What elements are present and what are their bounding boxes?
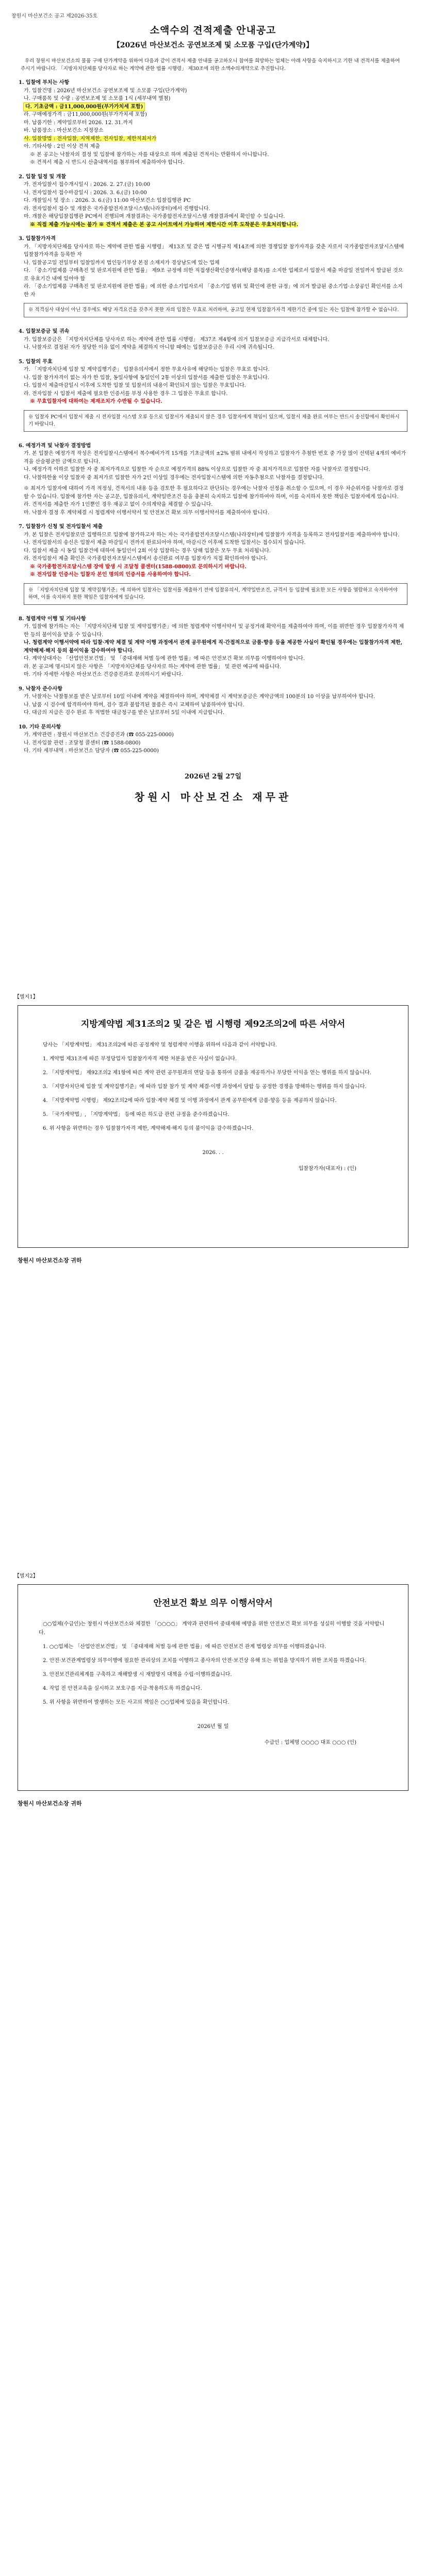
form-paragraph: 당사는 「지방계약법」 제31조의2에 따른 공정계약 및 청렴계약 이행을 위하여 다음과 같이 서약합니다. [43, 1042, 277, 1048]
list-item: 라. 전자입찰서 접수 및 개찰은 국가종합전자조달시스템(나라장터)에서 진행합니다. [24, 206, 210, 212]
submission-highlight-note: ※ 직접 제출 가능시에는 불가 ※ 견적서 제출은 본 공고 사이트에서 가능하며 제한시간 이후 도착분은 무효처리합니다. [30, 222, 299, 228]
list-item: 바. 납품장소 : 마산보건소 지정장소 [24, 128, 104, 133]
notice-box: ※ 적격심사 대상이 아닌 경우에도 해당 자격요건을 갖추지 못한 자의 입찰은 무효로 처리하며, 공고일 현재 입찰참가자격 제한기간 중에 있는 자는 입찰에 참가할 수 없습니다. [24, 303, 407, 317]
list-item: 마. 납품기한 : 계약일로부터 2026. 12. 31.까지 [24, 120, 133, 126]
list-item: 가. 입찰에 참가하는 자는 「지방자치단체 입찰 및 계약집행기준」에 의한 청렴계약 이행서약서 및 공정거래 확약서를 제출하여야 하며, 이를 위반한 경우 입찰참가자격 제한 등의 불이익을 받을 수 있습니다. [24, 624, 404, 638]
list-item: 나. 납품 시 검수에 합격하여야 하며, 검수 결과 불합격된 물품은 즉시 교체하여 납품하여야 합니다. [24, 702, 244, 708]
list-item: 가. 「지방자치단체 입찰 및 계약집행기준」 입찰유의서에서 정한 무효사유에 해당하는 입찰은 무효로 합니다. [24, 367, 270, 372]
form-date: 2026년 월 일 [197, 1723, 229, 1730]
list-item: 가. 낙찰자는 낙찰통보를 받은 날로부터 10일 이내에 계약을 체결하여야 하며, 계약체결 시 계약보증금은 계약금액의 100분의 10 이상을 납부하여야 합니다. [24, 694, 375, 700]
form-paragraph: 3. 안전보건관리체계를 구축하고 재해발생 시 재발방지 대책을 수립·이행하겠습니다. [43, 1671, 232, 1677]
list-item: 아. 기타사항 : 2인 이상 견적 제출 [24, 144, 100, 149]
notice-box: ※ 「지방자치단체 입찰 및 계약집행기준」에 의하여 입찰자는 입찰서를 제출하기 전에 입찰유의서, 계약일반조건, 규격서 등 입찰에 필요한 모든 사항을 열람하고 숙지하여야 하며, 이를 숙지하지 못한 책임은 입찰자에게 있습니다. [24, 583, 407, 605]
list-item: 가. 전자입찰서 접수개시일시 : 2026. 2. 27.(금) 10:00 [24, 182, 151, 188]
section-heading: 5. 입찰의 무효 [19, 359, 53, 365]
document-subtitle: 【2026년 마산보건소 공연보조제 및 소모품 구입(단가계약)】 [112, 41, 314, 49]
section-3 [0, 229, 426, 317]
form-signature: 입찰참가자(대표자) : (인) [298, 1165, 356, 1172]
annex-tag: 【별지1】 [14, 994, 38, 1000]
list-item: 라. 전자입찰 시 입찰서 제출에 필요한 인증서를 부정 사용한 경우 그 입찰은 무효로 합니다. [24, 391, 228, 397]
list-item: 가. 「지방자치단체를 당사자로 하는 계약에 관한 법률 시행령」 제13조 및 같은 법 시행규칙 제14조에 의한 경쟁입찰 참가자격을 갖춘 자로서 국가종합전자조달시스템에 입찰참가자격을 등록한 자 [24, 244, 404, 258]
list-item: 다. 입찰서 제출마감일시 이후에 도착한 입찰 및 입찰서의 내용이 확인되지 않는 입찰은 무효입니다. [24, 383, 246, 388]
pledge-form [18, 1005, 408, 1248]
form-paragraph: 2. 「지방계약법」 제92조의2 제1항에 따른 계약 관련 공무원과의 면담 등을 통하여 금품을 제공하거나 부당한 이익을 얻는 행위를 하지 않습니다. [43, 1070, 372, 1076]
list-item: 다. 계약상대자는 「산업안전보건법」 및 「중대재해 처벌 등에 관한 법률」에 따른 안전보건 확보 의무를 이행하여야 합니다. [24, 656, 305, 662]
list-item: 나. 전자입찰서의 송신은 입찰서 제출 마감일시 전까지 완료되어야 하며, 마감시간 이후에 도착한 입찰서는 접수되지 않습니다. [24, 540, 306, 546]
list-item: 다. 개찰일시 및 장소 : 2026. 3. 6.(금) 11:00 마산보건소 입찰집행관 PC [24, 198, 191, 204]
section-1 [0, 73, 426, 167]
list-item: 나. 입찰 참가자격이 없는 자가 한 입찰, 동일사항에 동일인이 2통 이상의 입찰서를 제출한 입찰은 무효입니다. [24, 375, 269, 381]
red-warning-note: ※ 전자입찰 인증서는 입찰자 본인 명의의 인증서를 사용하여야 합니다. [30, 572, 191, 578]
form-paragraph: 5. 「국가계약법」, 「지방계약법」 등에 따른 하도급 관련 규정을 준수하겠습니다. [43, 1111, 230, 1117]
list-item: 가. 계약관련 : 창원시 마산보건소 건강증진과 (☎ 055-225-0000) [24, 732, 174, 738]
section-9 [0, 679, 426, 717]
form-paragraph: 4. 작업 전 안전교육을 실시하고 보호구를 지급·착용하도록 하겠습니다. [43, 1685, 202, 1691]
base-price-highlight: 다. 기초금액 : 금11,000,000원(부가가치세 포함) [24, 103, 144, 111]
section-heading: 10. 기타 문의사항 [19, 724, 61, 730]
notice-reference: 창원시 마산보건소 공고 제2026-35호 [11, 13, 98, 19]
section-5 [0, 352, 426, 432]
list-item: 라. 견적서를 제출한 자가 1인뿐인 경우 재공고 없이 수의계약을 체결할 수 있습니다. [24, 502, 213, 507]
form-paragraph: 1. 계약법 제31조에 따른 부정당업자 입찰참가자격 제한 처분을 받은 사실이 없습니다. [43, 1056, 237, 1062]
form-paragraph: 5. 위 사항을 위반하여 발생하는 모든 사고의 책임은 ○○업체에 있음을 확인합니다. [43, 1699, 230, 1705]
section-heading: 6. 예정가격 및 낙찰자 결정방법 [19, 443, 91, 449]
list-item: 나. 입찰공고일 전일부터 입찰일까지 법인등기부상 본점 소재지가 경상남도에 있는 업체 [24, 260, 220, 266]
list-item: 나. 낙찰자로 결정된 자가 정당한 이유 없이 계약을 체결하지 아니할 때에는 입찰보증금은 우리 시에 귀속됩니다. [24, 345, 274, 350]
list-item: 라. 본 공고에 명시되지 않은 사항은 「지방자치단체를 당사자로 하는 계약에 관한 법률」 및 관련 예규에 따릅니다. [24, 664, 282, 670]
section-4 [0, 321, 426, 352]
form-signature: 수급인 : 업체명 ○○○○ 대표 ○○○ (인) [264, 1739, 356, 1745]
form-paragraph: 2. 안전·보건관계법령상 의무이행에 필요한 관리상의 조치를 이행하고 종사자의 안전·보건상 유해 또는 위험을 방지하기 위한 조치를 하겠습니다. [43, 1657, 367, 1664]
list-item: 다. 대금의 지급은 검수 완료 후 적법한 대금청구를 받은 날로부터 5일 이내에 지급합니다. [24, 710, 224, 716]
note: ※ 본 공고는 낙찰자의 결정 및 입찰에 참가하는 자를 대상으로 하며 제출된 견적서는 반환하지 아니합니다. [30, 151, 269, 158]
list-item: 다. 「중소기업제품 구매촉진 및 판로지원에 관한 법률」 제9조 규정에 의한 직접생산확인증명서(해당 품목)를 소지한 업체로서 입찰서 제출 마감일 전일까지 발급된 것으로 유효기간 내에 있어야 함 [24, 268, 403, 282]
document-title: 소액수의 견적제출 안내공고 [150, 25, 276, 36]
list-item: 다. 낙찰하한율 이상 입찰자 중 최저가로 입찰한 자가 2인 이상일 경우에는 전자입찰시스템에 의한 자동추첨으로 낙찰자를 결정합니다. [24, 474, 324, 481]
bid-method-highlight: 사. 입찰방법 : 전자입찰, 지역제한, 전자입찰, 제한적최저가 [24, 135, 157, 142]
list-item: 다. 기타 세부내역 : 마산보건소 담당자 (☎ 055-225-0000) [24, 748, 159, 754]
red-warning-note: ※ 국가종합전자조달시스템 장애 발생 시 조달청 콜센터(1588-0800)로 문의하시기 바랍니다. [30, 564, 247, 570]
list-item: 나. 전자입찰서 접수마감일시 : 2026. 3. 6.(금) 10:00 [24, 190, 147, 196]
section-10 [0, 717, 426, 755]
section-2 [0, 167, 426, 229]
section-heading: 4. 입찰보증금 및 귀속 [19, 329, 70, 334]
notice-date: 2026년 2월 27일 [184, 772, 242, 781]
form-addressee: 창원시 마산보건소장 귀하 [18, 1257, 82, 1264]
list-item: 마. 낙찰자 결정 후 계약체결 시 청렴계약 이행서약서 및 안전보건 확보 의무 이행서약서를 제출하여야 합니다. [24, 510, 269, 516]
list-item: 가. 본 입찰은 전자입찰로만 집행하므로 입찰에 참가하고자 하는 자는 국가종합전자조달시스템(나라장터)에 입찰참가 자격을 등록하고 전자입찰서를 제출하여야 합니다. [24, 532, 400, 538]
red-warning-note: ※ 무효입찰자에 대하여는 제재조치가 수반될 수 있습니다. [30, 399, 162, 404]
list-item: 라. 구매예정가격 : 금11,000,000원(부가가치세 포함) [24, 112, 147, 117]
list-item: 가. 입찰건명 : 2026년 마산보건소 공연보조제 및 소모품 구입(단가계약) [24, 88, 187, 94]
list-item: 라. 「중소기업제품 구매촉진 및 판로지원에 관한 법률」에 의한 중소기업자로서 「중소기업 범위 및 확인에 관한 규정」에 의거 발급된 중소기업·소상공인 확인서를 소지한 자 [24, 284, 403, 298]
notice-box: ※ 입찰자 PC에서 입찰서 제출 시 전자입찰 시스템 오류 등으로 입찰서가 제출되지 않은 경우 입찰자에게 책임이 있으며, 입찰서 제출 완료 여부는 반드시 송신함에서 확인하시기 바랍니다. [24, 410, 407, 432]
list-item: 가. 본 입찰은 예정가격 작성은 전자입찰시스템에서 복수예비가격 15개를 기초금액의 ±2% 범위 내에서 작성하고 입찰자가 추첨한 번호 중 가장 많이 선택된 4개의 예비가격을 산술평균한 금액으로 합니다. [24, 451, 406, 465]
form-paragraph: 4. 「지방계약법 시행령」 제92조의2에 따라 입찰·계약 체결 및 이행 과정에서 관계 공무원에게 금품·향응 등을 제공하지 않습니다. [43, 1097, 337, 1104]
form-paragraph: 3. 「지방자치단체 입찰 및 계약집행기준」에 따라 입찰 참가 및 계약 체결·이행 과정에서 담합 등 공정한 경쟁을 방해하는 행위를 하지 않습니다. [43, 1083, 367, 1090]
form-addressee: 창원시 마산보건소장 귀하 [18, 1800, 82, 1807]
section-heading: 3. 입찰참가자격 [19, 236, 56, 242]
list-item: 다. 입찰서 제출 시 동일 입찰건에 대하여 동일인이 2회 이상 입찰하는 경우 당해 입찰은 모두 무효 처리됩니다. [24, 548, 271, 554]
section-heading: 2. 입찰 일정 및 개찰 [19, 174, 66, 180]
safety-pledge-form [18, 1584, 408, 1791]
section-8 [0, 609, 426, 679]
form-paragraph: 6. 위 사항을 위반하는 경우 입찰참가자격 제한, 계약해제·해지 등의 불이익을 감수하겠습니다. [43, 1125, 254, 1131]
list-item: 라. 전자입찰서 제출 확인은 국가종합전자조달시스템에서 송신완료 여부를 입찰자가 직접 확인하여야 합니다. [24, 556, 268, 562]
section-heading: 1. 입찰에 부치는 사항 [19, 80, 70, 86]
intro-paragraph: 우리 창원시 마산보건소의 물품 구매 단가계약을 위하여 다음과 같이 견적서 제출 안내를 공고하오니 참여를 희망하는 업체는 아래 사항을 숙지하시고 기한 내 견적서를 제출하여 주시기 바랍니다. 「지방자치단체를 당사자로 하는 계약에 관한 법률 시행령」 제30조에 의한 소액수의계약으로 추진합니다. [21, 58, 400, 72]
form-date: 2026. . . [202, 1149, 224, 1156]
section-heading: 7. 입찰참가 신청 및 전자입찰서 제출 [19, 524, 103, 530]
form-title: 지방계약법 제31조의2 및 같은 법 시행령 제92조의2에 따른 서약서 [80, 1019, 346, 1029]
list-item: 나. 예정가격 이하로 입찰한 자 중 최저가격으로 입찰한 자 순으로 예정가격의 88% 이상으로 입찰한 자 중 최저가격으로 입찰한 자를 낙찰자로 결정합니다. [24, 467, 370, 472]
section-heading: 9. 낙찰자 준수사항 [19, 686, 63, 692]
list-item: 나. 구매품목 및 수량 : 공연보조제 및 소모품 1식 (세부내역 별첨) [24, 96, 171, 101]
list-item: 마. 기타 자세한 사항은 마산보건소 건강증진과로 문의하시기 바랍니다. [24, 672, 183, 677]
section-7 [0, 517, 426, 605]
section-heading: 8. 청렴계약 이행 및 기타사항 [19, 616, 86, 622]
bold-paragraph: 나. 청렴계약 이행서약에 따라 입찰·계약 체결 및 계약 이행 과정에서 관계 공무원에게 직·간접적으로 금품·향응 등을 제공한 사실이 확인될 경우에는 입찰참가자격 제한, 계약해제·해지 등의 불이익을 감수하여야 합니다. [24, 640, 403, 654]
form-paragraph: 1. ○○업체는 「산업안전보건법」 및 「중대재해 처벌 등에 관한 법률」에 따른 안전보건 관계 법령상 의무를 이행하겠습니다. [43, 1643, 326, 1650]
annex-tag: 【별지2】 [14, 1573, 38, 1579]
section-6 [0, 436, 426, 517]
paragraph: ※ 최저가 입찰자에 대하여 가격 적정성, 견적서의 내용 등을 검토한 후 필요하다고 판단되는 경우에는 낙찰자 선정을 취소할 수 있으며, 이 경우 차순위자를 낙찰자로 결정할 수 있습니다. 입찰에 참가한 자는 공고문, 입찰유의서, 계약일반조건 등을 충분히 숙지하고 입찰에 참가하여야 하며, 이를 숙지하지 못한 책임은 입찰자에게 있습니다. [24, 486, 404, 500]
form-title: 안전보건 확보 의무 이행서약서 [153, 1598, 273, 1608]
list-item: 나. 전자입찰 관련 : 조달청 콜센터 (☎ 1588-0800) [24, 740, 141, 746]
form-paragraph: ○○업체(수급인)는 창원시 마산보건소와 체결한 「○○○○」 계약과 관련하여 중대재해 예방을 위한 안전보건 확보 의무를 성실히 이행할 것을 서약합니다. [39, 1621, 385, 1636]
list-item: 마. 개찰은 해당입찰집행관 PC에서 진행되며 개찰결과는 국가종합전자조달시스템 개찰결과에서 확인할 수 있습니다. [24, 214, 285, 219]
note: ※ 견적서 제출 시 반드시 산출내역서를 첨부하여 제출하여야 합니다. [30, 160, 185, 165]
issuer-name: 창원시 마산보건소 재무관 [134, 790, 292, 803]
list-item: 가. 입찰보증금은 「지방자치단체를 당사자로 하는 계약에 관한 법률 시행령」 제37조 제4항에 의거 입찰보증금 지급각서로 대체합니다. [24, 336, 330, 343]
